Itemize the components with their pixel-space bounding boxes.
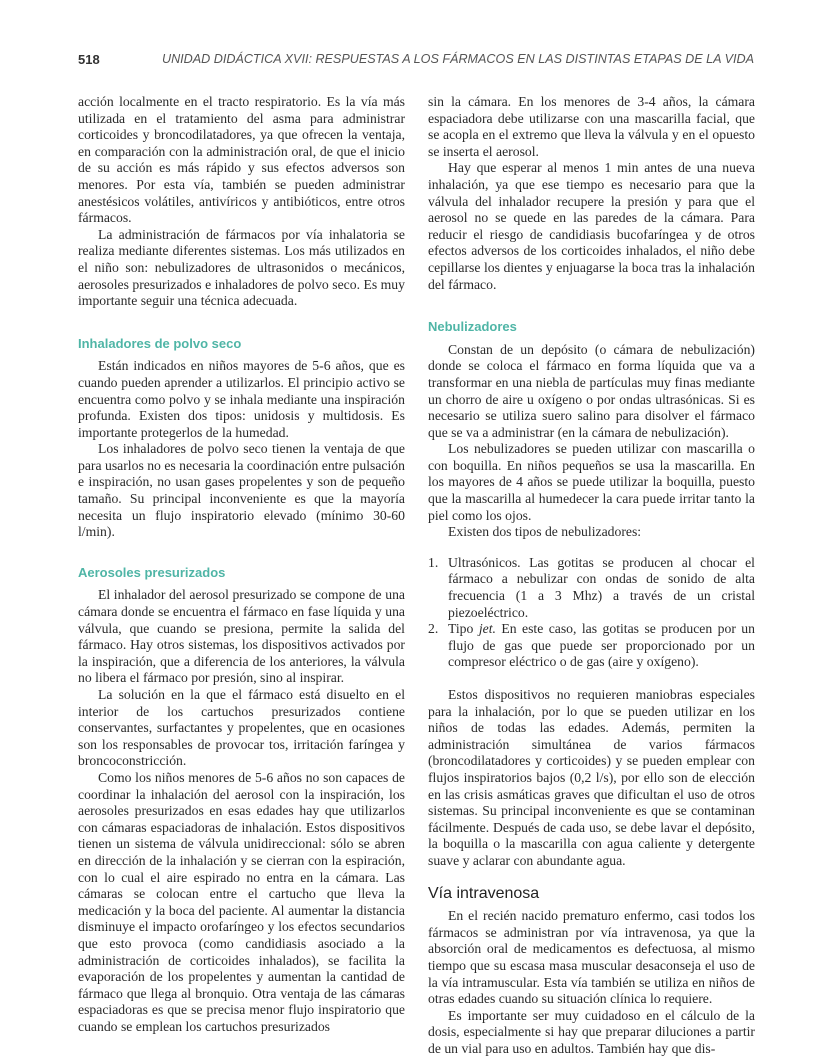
paragraph: Estos dispositivos no requieren maniobras especiales para la inhalación, por lo que se pueden utilizar en los niños de todas las edades. Además, permiten la administración simultánea de varios fármacos (broncodilatadores y corticoides) y se pueden emplear con flujos inspiratorios bajos (0,2 l/s), por ello son de elección en las crisis asmáticas graves que dificultan el uso de otros sistemas. Su principal inconveniente es que se contaminan fácilmente. Después de cada uso, se debe lavar el depósito, la boquilla o la mascarilla con agua caliente y detergente suave y aclarar con abundante agua. bbox=[428, 687, 755, 868]
paragraph: Es importante ser muy cuidadoso en el cálculo de la dosis, especialmente si hay que preparar diluciones a partir de un vial para uso en adultos. También hay que dis- bbox=[428, 1007, 755, 1056]
page-header bbox=[78, 52, 754, 70]
paragraph: La administración de fármacos por vía inhalatoria se realiza mediante diferentes sistemas. Los más utilizados en el niño son: nebulizadores de ultrasonidos o mecánicos, aerosoles presurizados e inhaladores de polvo seco. Es muy importante seguir una técnica adecuada. bbox=[78, 226, 405, 309]
paragraph: Los inhaladores de polvo seco tienen la ventaja de que para usarlos no es necesaria la coordinación entre pulsación e inspiración, no usan gases propelentes y son de pequeño tamaño. Su principal inconveniente es que la mayoría necesita un flujo inspiratorio elevado (mínimo 30-60 l/min). bbox=[78, 441, 405, 540]
paragraph: Están indicados en niños mayores de 5-6 años, que es cuando pueden aprender a utilizarlos. El principio activo se encuentra como polvo y se inhala mediante una inspiración profunda. Existen dos tipos: unidosis y multidosis. Es importante protegerlos de la humedad. bbox=[78, 358, 405, 440]
nebulizer-types-list bbox=[428, 555, 755, 671]
section-heading-nebulizadores: Nebulizadores bbox=[428, 319, 517, 335]
section-heading-intravenosa: Vía intravenosa bbox=[428, 884, 540, 902]
running-title: UNIDAD DIDÁCTICA XVII: RESPUESTAS A LOS FÁRMACOS EN LAS DISTINTAS ETAPAS DE LA VIDA bbox=[161, 52, 754, 66]
page-number: 518 bbox=[78, 52, 100, 67]
paragraph: Hay que esperar al menos 1 min antes de una nueva inhalación, ya que ese tiempo es necesario para que la válvula del inhalador recupere la presión y para que el aerosol no se quede en las paredes de la cámara. Para reducir el riesgo de candidiasis bucofaríngea y de otros efectos adversos de los corticoides inhalados, el niño debe cepillarse los dientes y enjuagarse la boca tras la inhalación del fármaco. bbox=[428, 160, 755, 292]
paragraph: Existen dos tipos de nebulizadores: bbox=[448, 524, 642, 540]
section-heading-polvo-seco: Inhaladores de polvo seco bbox=[78, 335, 242, 351]
paragraph: En el recién nacido prematuro enfermo, casi todos los fármacos se administran por vía intravenosa, ya que la absorción oral de medicamentos es defectuosa, al mismo tiempo que su escasa masa muscular desaconseja el uso de la vía intramuscular. Esta vía también se utiliza en niños de otras edades cuando su situación clínica lo requiere. bbox=[428, 908, 755, 1007]
section-heading-aerosoles: Aerosoles presurizados bbox=[78, 564, 226, 580]
paragraph: Constan de un depósito (o cámara de nebulización) donde se coloca el fármaco en forma líquida que va a transformar en una niebla de partículas muy finas mediante un chorro de aire u oxígeno o por ondas ultrasónicas. Si es necesario se utiliza suero salino para disolver el fármaco que se va a administrar (en la cámara de nebulización). bbox=[428, 341, 755, 440]
list-item: 1. Ultrasónicos. Las gotitas se producen al chocar el fármaco a nebulizar con ondas de sonido de alta frecuencia (1 a 3 Mhz) a través de un cristal piezoeléctrico. bbox=[428, 554, 755, 620]
paragraph: El inhalador del aerosol presurizado se compone de una cámara donde se encuentra el fármaco en fase líquida y una válvula, que cuando se presiona, permite la salida del fármaco. Hay otros sistemas, los dispositivos activados por la inspiración, que a diferencia de los anteriores, la válvula no libera el fármaco por presión, sino al inspirar. bbox=[78, 587, 405, 686]
right-column bbox=[428, 94, 755, 1057]
paragraph: Los nebulizadores se pueden utilizar con mascarilla o con boquilla. En niños pequeños se usa la mascarilla. En los mayores de 4 años se puede utilizar la boquilla, puesto que la mascarilla al humedecer la cara puede irritar tanto la piel como los ojos. bbox=[428, 441, 755, 523]
list-item: 2. Tipo jet. En este caso, las gotitas se producen por un flujo de gas que puede ser proporcionado por un compresor eléctrico o de gas (aire y oxígeno). bbox=[428, 621, 755, 670]
paragraph: sin la cámara. En los menores de 3-4 años, la cámara espaciadora debe utilizarse con una mascarilla facial, que se acopla en el extremo que lleva la válvula y en el opuesto se inserta el aerosol. bbox=[428, 94, 755, 159]
paragraph: La solución en la que el fármaco está disuelto en el interior de los cartuchos presurizados contiene conservantes, surfactantes y propelentes, que en ocasiones son los responsables de provocar tos, irritación faríngea y broncoconstricción. bbox=[78, 687, 405, 769]
paragraph: Como los niños menores de 5-6 años no son capaces de coordinar la inhalación del aerosol con la inspiración, los aerosoles presurizados en esas edades hay que utilizarlos con cámaras espaciadoras de inhalación. Estos dispositivos tienen un sistema de válvula unidireccional: sólo se abren en dirección de la inhalación y se cierran con la espiración, con lo cual el aire espirado no entra en la cámara. Las cámaras se colocan entre el cartucho que lleva la medicación y la boca del paciente. Al aumentar la distancia disminuye el impacto orofaríngeo y los efectos secundarios que esto provoca (como candidiasis asociado a la administración de corticoides inhalados), se facilita la evaporación de los propelentes y aumentan la cantidad de fármaco que llega al bronquio. Otra ventaja de las cámaras espaciadoras es que se precisa menor flujo inspiratorio que cuando se emplean los cartuchos presurizados bbox=[78, 769, 405, 1034]
paragraph: acción localmente en el tracto respiratorio. Es la vía más utilizada en el tratamiento del asma para administrar corticoides y broncodilatadores, ya que ofrecen la ventaja, en comparación con la administración oral, de que el inicio de su acción es más rápido y sus efectos adversos son menores. Por esta vía, también se pueden administrar anestésicos volátiles, antivíricos y antibióticos, entre otros fármacos. bbox=[78, 94, 405, 226]
left-column bbox=[78, 94, 405, 1035]
